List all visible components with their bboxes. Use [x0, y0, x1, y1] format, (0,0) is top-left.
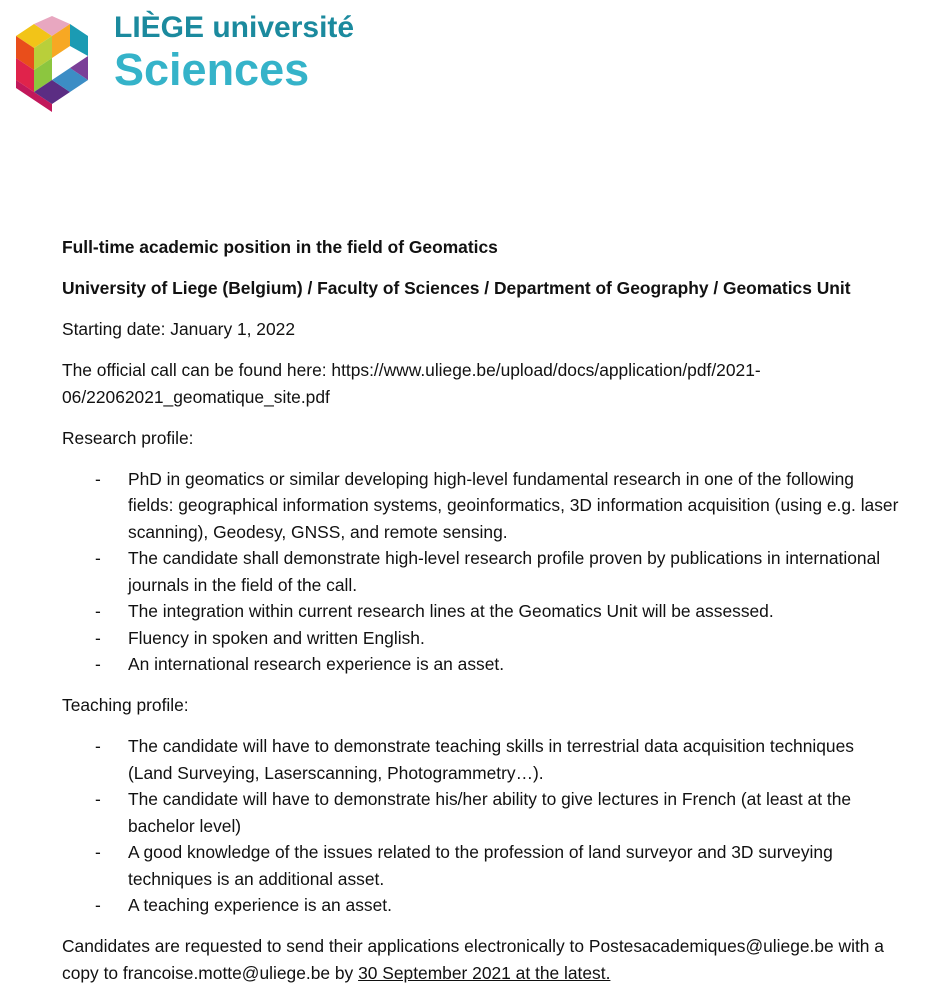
list-item: - A good knowledge of the issues related to the profession of land surveyor and 3D surveying techniques is an additional asset. [95, 842, 833, 889]
official-call-line1[interactable]: The official call can be found here: https://www.uliege.be/upload/docs/application/pdf/2021- [62, 360, 761, 380]
list-item: - An international research experience is an asset. [95, 654, 505, 674]
list-item: - PhD in geomatics or similar developing high-level fundamental research in one of the following fields: geographical information systems, geoinformatics, 3D information acquisition (using e.g. laser scanning), Geodesy, GNSS, and remote sensing. [95, 468, 899, 542]
list-item: - Fluency in spoken and written English. [95, 627, 425, 648]
logo-faculty-name: Sciences [114, 44, 310, 95]
affiliation: University of Liege (Belgium) / Faculty of Sciences / Department of Geography / Geomatics Unit [62, 278, 851, 298]
research-list [62, 466, 902, 678]
official-call-line2[interactable]: 06/22062021_geomatique_site.pdf [62, 386, 330, 407]
teaching-heading: Teaching profile: [62, 695, 189, 715]
job-posting [62, 234, 902, 1001]
list-item: - The candidate shall demonstrate high-level research profile proven by publications in international journals in the field of the call. [95, 548, 881, 595]
teaching-list [62, 733, 902, 919]
list-item: - The candidate will have to demonstrate teaching skills in terrestrial data acquisition techniques (Land Surveying, Laserscanning, Photogrammetry…). [95, 736, 854, 783]
list-item: - A teaching experience is an asset. [95, 895, 392, 915]
closing-text: Candidates are requested to send their applications electronically to Postesacademiques@uliege.be with a copy to francoise.motte@uliege.be by [62, 936, 884, 983]
closing-paragraph [62, 933, 902, 986]
list-item: - The candidate will have to demonstrate his/her ability to give lectures in French (at least at the bachelor level) [95, 789, 852, 836]
logo-university-name: LIÈGE université [114, 11, 355, 44]
official-call [62, 357, 902, 410]
deadline: 30 September 2021 at the latest. [358, 962, 611, 983]
starting-date: Starting date: January 1, 2022 [62, 319, 295, 339]
research-heading: Research profile: [62, 427, 194, 448]
posting-title: Full-time academic position in the field of Geomatics [62, 237, 498, 257]
list-item: - The integration within current research lines at the Geomatics Unit will be assessed. [95, 601, 774, 621]
logo-cube-icon [14, 16, 100, 112]
university-logo [14, 10, 354, 110]
